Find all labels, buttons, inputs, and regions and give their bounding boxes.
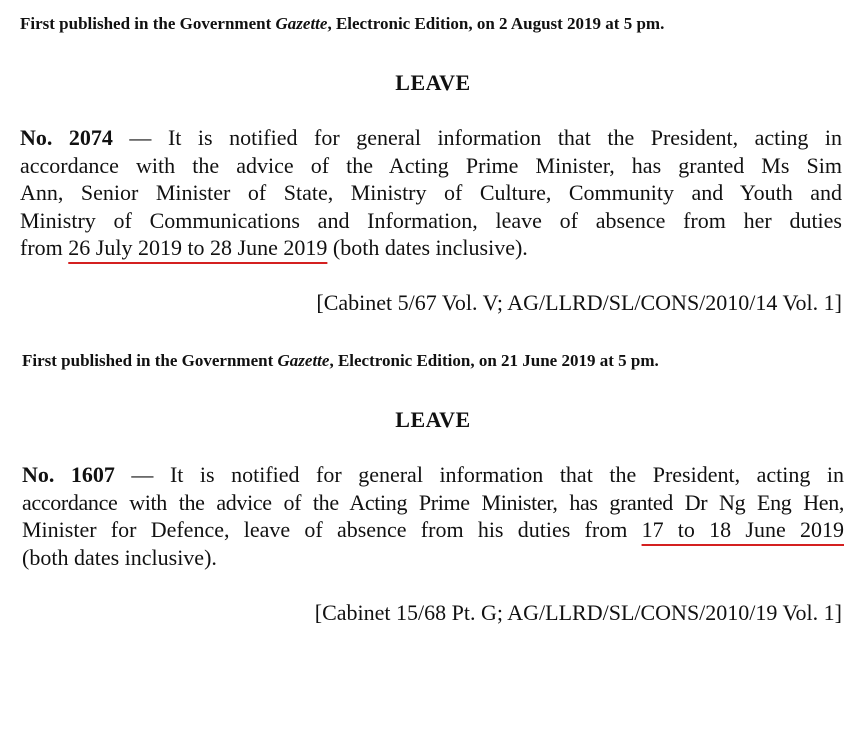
notice-number: No. 1607	[22, 462, 115, 487]
notice-line: accordance with the advice of the Acting Prime Minister, has granted Ms Sim	[20, 152, 842, 178]
highlighted-dates: 17 to 18 June 2019	[641, 517, 844, 542]
highlighted-dates: 26 July 2019 to 28 June 2019	[68, 235, 328, 260]
gazette-word: Gazette	[275, 14, 328, 33]
notice-line: Ministry of Communications and Information, leave of absence from her duties	[20, 207, 842, 233]
notice-line: (both dates inclusive).	[22, 544, 217, 570]
publication-prefix: First published in the Government	[22, 351, 278, 370]
notice-body-1	[20, 124, 842, 262]
publication-line-2	[22, 351, 659, 371]
publication-suffix: , Electronic Edition, on 2 August 2019 at 5 pm.	[327, 14, 665, 33]
notice-heading-1: LEAVE	[395, 70, 471, 95]
notice-number: No. 2074	[20, 125, 113, 150]
gazette-word: Gazette	[277, 351, 330, 370]
notice-text: from	[20, 235, 69, 260]
notice-text: — It is notified for general information that the President, acting in	[114, 462, 844, 487]
notice-line	[20, 124, 842, 152]
notice-line	[22, 461, 844, 489]
publication-prefix: First published in the Government	[20, 14, 276, 33]
notice-heading-2: LEAVE	[395, 407, 471, 432]
cabinet-reference-1: [Cabinet 5/67 Vol. V; AG/LLRD/SL/CONS/2010/14 Vol. 1]	[316, 290, 842, 315]
notice-body-2	[22, 461, 844, 571]
notice-line	[22, 516, 844, 544]
notice-line: accordance with the advice of the Acting Prime Minister, has granted Dr Ng Eng Hen,	[22, 489, 844, 515]
cabinet-reference-2: [Cabinet 15/68 Pt. G; AG/LLRD/SL/CONS/2010/19 Vol. 1]	[314, 600, 842, 625]
notice-text: (both dates inclusive).	[327, 235, 528, 260]
notice-line: Ann, Senior Minister of State, Ministry of Culture, Community and Youth and	[20, 180, 842, 205]
publication-suffix: , Electronic Edition, on 21 June 2019 at 5 pm.	[329, 351, 659, 370]
notice-text: — It is notified for general information that the President, acting in	[112, 125, 842, 150]
notice-text: Minister for Defence, leave of absence from his duties from	[22, 517, 642, 542]
publication-line-1	[20, 14, 664, 34]
notice-line	[20, 234, 842, 262]
